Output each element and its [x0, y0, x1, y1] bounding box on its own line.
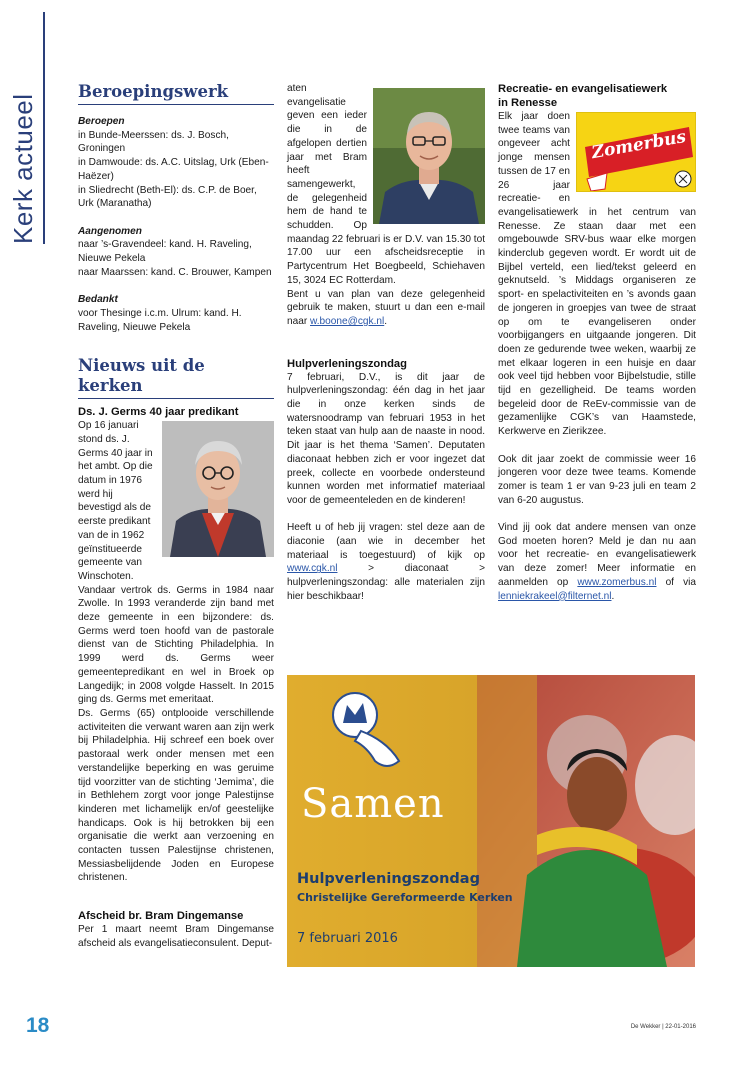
recreatie-paragraph-3: Vind jij ook dat andere mensen van onze God moeten horen? Meld je dan nu aan voor het recreatie- en evangelisatiewerk van deze zomer! Meer informatie en aanmelden op www.zomerbus.nl of via lenniekrakeel@filternet.nl. — [498, 522, 696, 602]
germs-paragraph-1: Op 16 januari stond ds. J. Germs 40 jaar in het ambt. Op die datum in 1976 werd hij bevestigd als de eerste predikant van de in 1962 geïnstitueerde gemeente van Winschoten. — [78, 420, 153, 582]
footer-publication: De Wekker | 22-01-2016 — [630, 1024, 696, 1030]
bedankt-label: Bedankt — [78, 294, 118, 306]
left-column — [78, 82, 274, 951]
section-label: Kerk actueel — [8, 93, 38, 244]
aangenomen-line: naar Maarssen: kand. C. Brouwer, Kampen — [78, 266, 272, 278]
aangenomen-label: Aangenomen — [78, 225, 142, 237]
hulp-heading: Hulpverleningszondag — [287, 357, 407, 370]
germs-photo — [162, 421, 274, 557]
recreatie-paragraph-2: Ook dit jaar zoekt de commissie weer 16 jongeren voor deze twee teams. Komende zomer is team 1 er van 9-23 juli en team 2 van 6-20 augustus. — [498, 453, 696, 506]
hulp-paragraph-2: Heeft u of heb jij vragen: stel deze aan de diaconie (aan wie in december het materiaal is toegestuurd) of kijk op www.cgk.nl > diaconaat > hulpverleningszondag: alle materialen zijn hier beschikbaar! — [287, 522, 485, 602]
bedankt-line: voor Thesinge i.c.m. Ulrum: kand. H. Raveling, Nieuwe Pekela — [78, 307, 242, 333]
dingemanse-photo — [373, 88, 485, 224]
beroepingswerk-title: Beroepingswerk — [78, 82, 274, 105]
recreatie-paragraph-1: Elk jaar doen twee teams van ongeveer acht jonge mensen tussen de 17 en 26 jaar recreatie- en evangelisatiewerk in het centrum van Renesse. Ze staan daar met een omgebouwde SRV-bus waar elke morgen kinderclub gegeven wordt. Er wordt uit de Bijbel verteld, een lied/tekst geleerd en geknutseld. ’s Middags organiseren ze sport- en spelactiviteiten en ’s avonds gaan de jongeren in groepjes van twee de straat op om te evangeliseren onder voorbijgangers en uitgaande jongeren. Dit doen ze gedurende twee weken, waarbij ze met elkaar logeren in een huisje en daar ook veel tijd hebben voor Bijbelstudie, stille tijd en gezelligheid. De teams worden begeleid door de ReEv-commissie van de gezamenlijke CGK’s van Haamstede, Kerkwerve en Zierikzee. — [498, 111, 696, 438]
dingemanse-heading: Afscheid br. Bram Dingemanse — [78, 910, 244, 923]
dingemanse-paragraph-1-continued: aten evangelisatie geven een ieder die in de afgelopen dertien jaar met Bram heeft samengewerkt, de gelegenheid hem de hand te schudden. Op maandag 22 februari is er D.V. van 15.30 tot 17.00 uur een afscheidsreceptie in Partycentrum Het Boegbeeld, Schiehaven 15, 3024 EC Rotterdam. — [287, 83, 485, 286]
zomerbus-link[interactable]: www.zomerbus.nl — [577, 576, 657, 588]
hulpverleningszondag-banner — [287, 675, 695, 967]
beroepen-label: Beroepen — [78, 116, 125, 127]
dingemanse-paragraph-2: Bent u van plan van deze gelegenheid gebruik te maken, stuurt u dan een e-mail naar w.boone@cgk.nl. — [287, 288, 485, 327]
recreatie-heading-line2: in Renesse — [498, 97, 558, 109]
dingemanse-paragraph-1: Per 1 maart neemt Bram Dingemanse afscheid als evangelisatieconsulent. Deput- — [78, 924, 274, 949]
germs-heading: Ds. J. Germs 40 jaar predikant — [78, 406, 239, 419]
middle-column — [287, 82, 485, 604]
banner-title: Samen — [301, 781, 445, 827]
banner-line-2: Christelijke Gereformeerde Kerken — [297, 891, 513, 904]
zomerbus-logo-text: Zomerbus — [590, 126, 688, 164]
page-number: 18 — [26, 1014, 50, 1037]
nieuws-title: Nieuws uit de kerken — [78, 356, 274, 399]
sidebar-rule — [43, 12, 45, 244]
lenniekrakeel-email-link[interactable]: lenniekrakeel@filternet.nl — [498, 590, 612, 602]
germs-paragraph-2: Vandaar vertrok ds. Germs in 1984 naar Zwolle. In 1993 veranderde zijn band met deze gemeente in een bijzondere: ds. Germs werd toen hoofd van de pastorale dienst van de Stichting Philadelphia. In 1999 werd ds. Germs weer gemeentepredikant en wel in Broek op Langedijk; in 2008 volgde Hasselt. In 2015 ging ds. Germs met emeritaat. — [78, 584, 274, 706]
hulp-paragraph-1: 7 februari, D.V., is dit jaar de hulpverleningszondag: één dag in het jaar die in onze kerken sinds de watersnoodramp van februari 1953 in het teken staat van hulp aan de naaste in nood. Dit jaar is het thema ‘Samen’. Deputaten diaconaat hebben zich er voor ingezet dat preek, collecte en voorbede ondersteund kunnen worden met informatief materiaal voor de gemeenteleden en de kinderen! — [287, 371, 485, 506]
banner-date: 7 februari 2016 — [297, 931, 398, 946]
recreatie-heading: Recreatie- en evangelisatiewerk — [498, 83, 668, 95]
beroepen-line: in Damwoude: ds. A.C. Uitslag, Urk (Eben-Haëzer) — [78, 157, 269, 182]
beroepen-line: in Sliedrecht (Beth-El): ds. C.P. de Boer, Urk (Maranatha) — [78, 184, 257, 210]
germs-paragraph-3: Ds. Germs (65) ontplooide verschillende activiteiten die verwant waren aan zijn werk bij Philadelphia. Hij schreef een boek over pastoraal werk onder mensen met een verstandelijke beperking en was geruime tijd voorzitter van de stichting ‘Jemima’, die in Bethlehem zorgt voor jonge Palestijnse kinderen met lichamelijk en/of geestelijke handicaps. Ook is hij betrokken bij een organisatie die werkt aan verzoening en contacten tussen Palestijnse christenen, Messiasbelijdende Joden en Europese christenen. — [78, 707, 274, 884]
zomerbus-logo — [576, 112, 696, 192]
aangenomen-line: naar ’s-Gravendeel: kand. H. Raveling, Nieuwe Pekela — [78, 239, 252, 265]
cgk-link[interactable]: www.cgk.nl — [287, 563, 338, 575]
beroepen-line: in Bunde-Meerssen: ds. J. Bosch, Groningen — [78, 129, 229, 155]
boone-email-link[interactable]: w.boone@cgk.nl — [310, 315, 385, 327]
banner-line-1: Hulpverleningszondag — [297, 871, 480, 887]
right-column — [498, 82, 696, 603]
